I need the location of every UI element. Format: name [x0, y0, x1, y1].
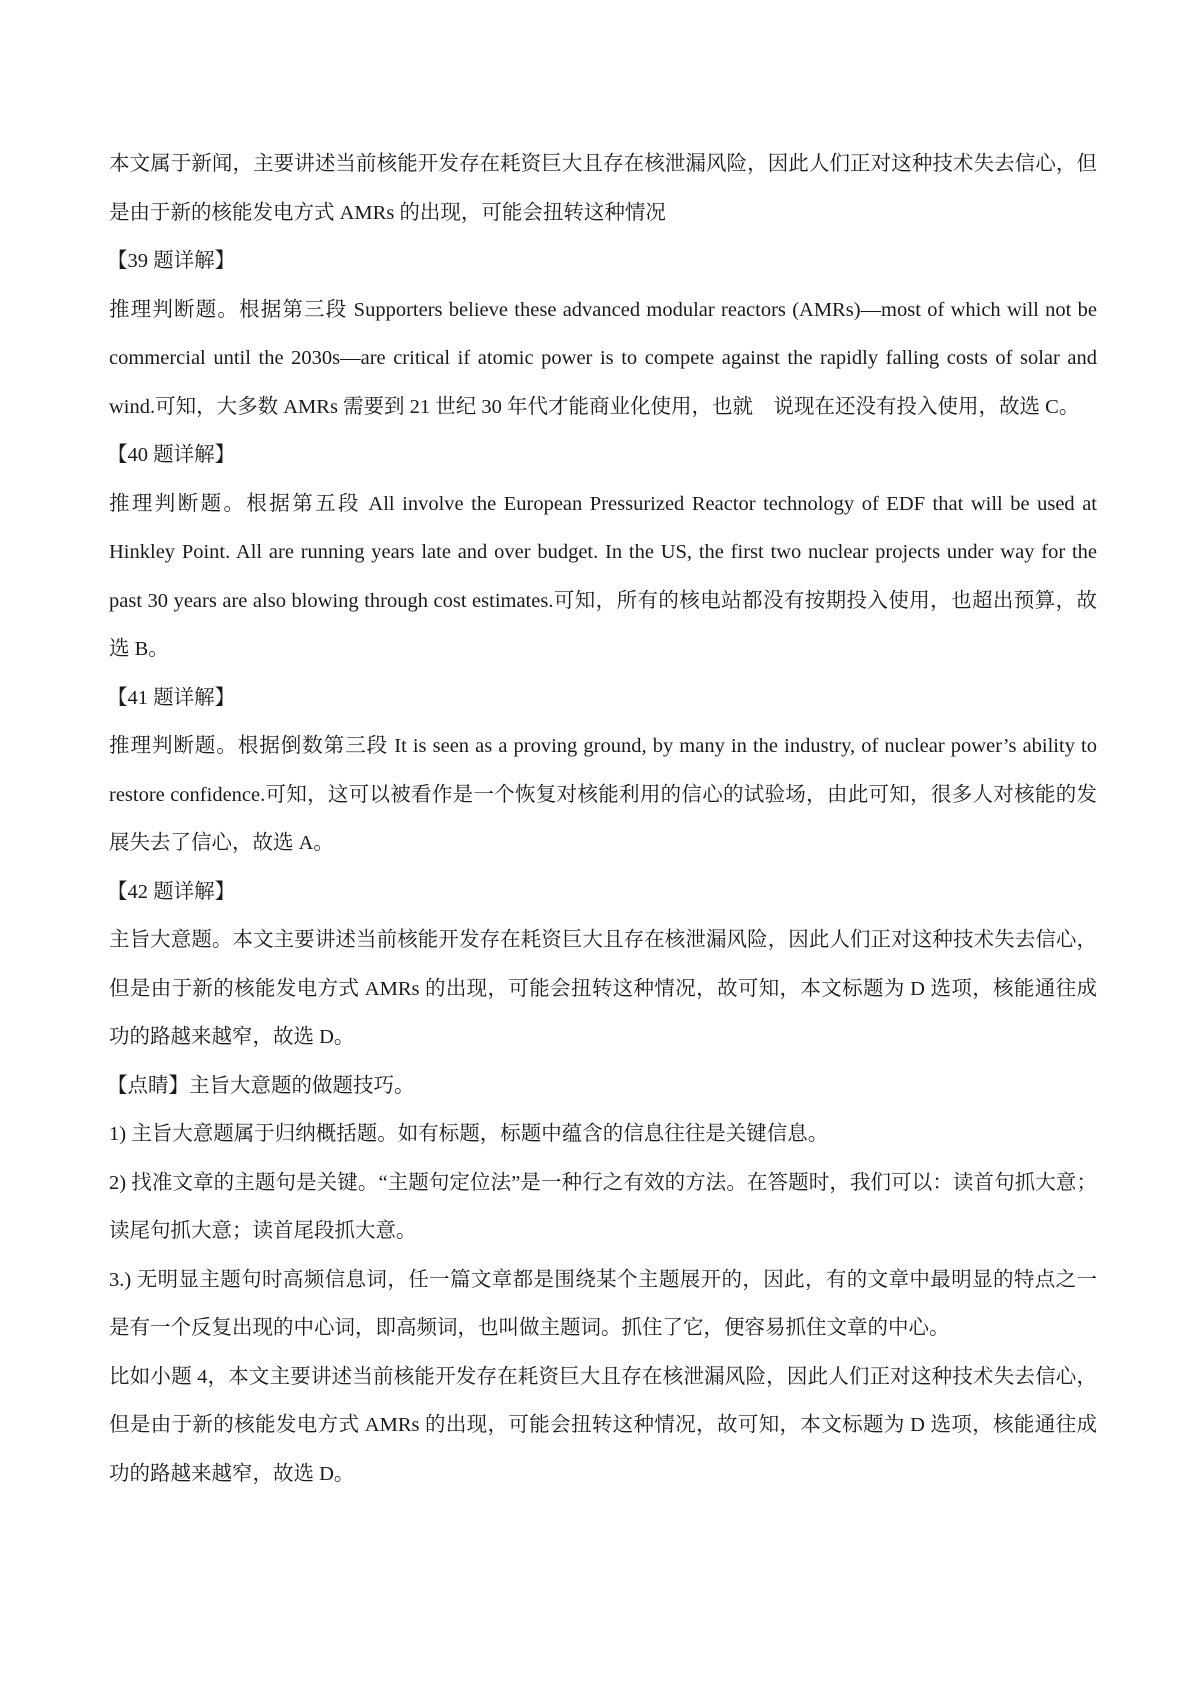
tip-point-2: 2) 找准文章的主题句是关键。“主题句定位法”是一种行之有效的方法。在答题时，我们可以：读首句抓大意；读尾句抓大意；读首尾段抓大意。 [109, 1171, 1097, 1242]
tips-heading: 【点睛】主旨大意题的做题技巧。 [107, 1074, 415, 1097]
q39-heading: 【39 题详解】 [107, 250, 236, 272]
tip-example: 比如小题 4，本文主要讲述当前核能开发存在耗资巨大且存在核泄漏风险，因此人们正对这种技术失去信心，但是由于新的核能发电方式 AMRs 的出现，可能会扭转这种情况，故可知，本文标题为 D 选项，核能通往成功的路越来越窄，故选 D。 [109, 1365, 1097, 1485]
document-page [109, 140, 1097, 1498]
q41-heading: 【41 题详解】 [107, 686, 236, 709]
q42-explanation: 主旨大意题。本文主要讲述当前核能开发存在耗资巨大且存在核泄漏风险，因此人们正对这种技术失去信心，但是由于新的核能发电方式 AMRs 的出现，可能会扭转这种情况，故可知，本文标题为 D 选项，核能通往成功的路越来越窄，故选 D。 [109, 929, 1097, 1048]
q41-explanation: 推理判断题。根据倒数第三段 It is seen as a proving ground, by many in the industry, of nuclear power’s ability to restore confidence.可知，这可以被看作是一个恢复对核能利用的信心的试验场，由此可知，很多人对核能的发展失去了信心，故选 A。 [109, 735, 1097, 854]
q42-heading: 【42 题详解】 [107, 880, 236, 903]
q39-explanation: 推理判断题。根据第三段 Supporters believe these advanced modular reactors (AMRs)—most of which will not be commercial until the 2030s—are critical if atomic power is to compete against the rapidly falling costs of solar and wind.可知，大多数 AMRs 需要到 21 世纪 30 年代才能商业化使用，也就 说现在还没有投入使用，故选 C。 [109, 298, 1097, 418]
q40-explanation: 推理判断题。根据第五段 All involve the European Pressurized Reactor technology of EDF that will be used at Hinkley Point. All are running years late and over budget. In the US, the first two nuclear projects under way for the past 30 years are also blowing through cost estimates.可知，所有的核电站都没有按期投入使用，也超出预算，故选 B。 [109, 492, 1097, 660]
tip-point-3: 3.) 无明显主题句时高频信息词，任一篇文章都是围绕某个主题展开的，因此，有的文章中最明显的特点之一是有一个反复出现的中心词，即高频词，也叫做主题词。抓住了它，便容易抓住文章的中心。 [109, 1268, 1097, 1339]
q40-heading: 【40 题详解】 [107, 444, 236, 466]
summary-paragraph: 本文属于新闻，主要讲述当前核能开发存在耗资巨大且存在核泄漏风险，因此人们正对这种技术失去信心，但是由于新的核能发电方式 AMRs 的出现，可能会扭转这种情况 [109, 153, 1097, 224]
tip-point-1: 1) 主旨大意题属于归纳概括题。如有标题，标题中蕴含的信息往往是关键信息。 [109, 1123, 829, 1145]
